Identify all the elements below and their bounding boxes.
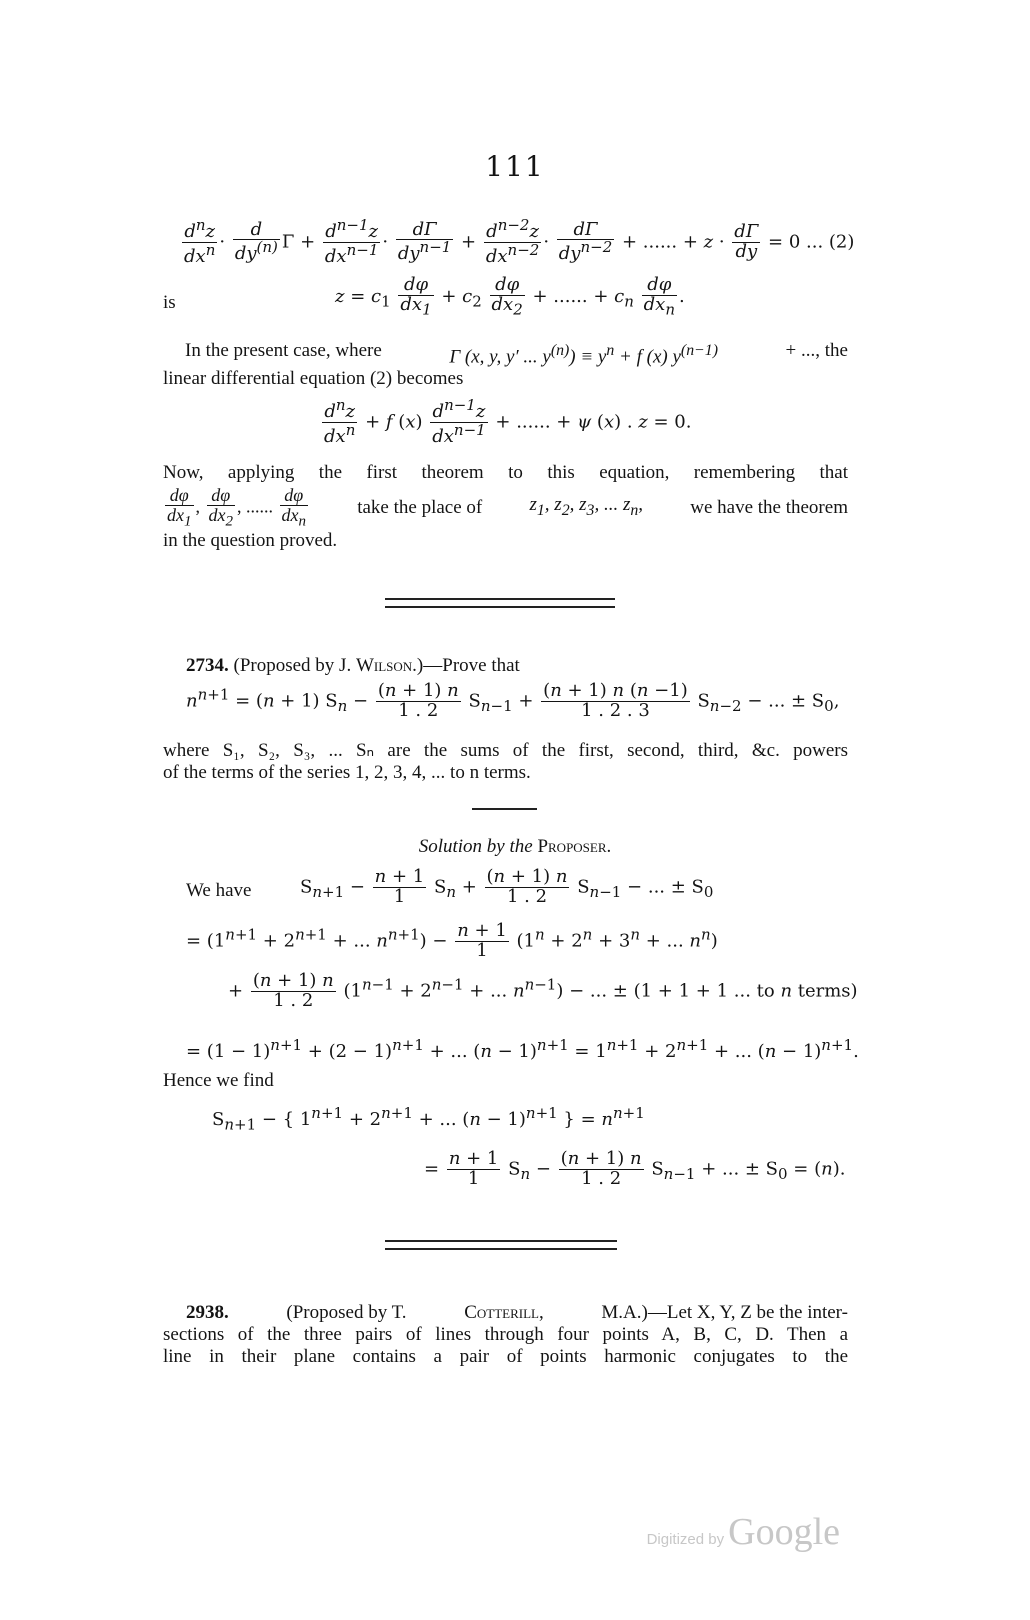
- equation-2: $\frac{d^nz}{dx^n}$ · $\frac{d}{dy^{(n)}}$ Γ + $\frac{d^{n-1}z}{dx^{n-1}}$ · $\frac{d\Gamma}{dy^{n-1}}$ + $\frac{d^{n-2}z}{dx^{n-2}}$ · $\frac{d\Gamma}{dy^{n-2}}$ + ...... + z · $\frac{d\Gamma}{dy}$ = 0 ... (2): [184, 216, 855, 267]
- gamma-definition: Γ (x, y, y′ ... $y^{(n)}) \equiv y^n + f$ (x) $y^{(n-1)}$: [449, 342, 718, 368]
- equation-z-sum: $z = c_1$ $\frac{d\varphi}{dx_1}$ + $c_2$ $\frac{d\varphi}{dx_2}$ + ...... + $c_n$ $\frac{d\varphi}{dx_n}$ .: [335, 274, 685, 319]
- q2938-line2: sections of the three pairs of lines through four points A, B, C, D. Then a: [163, 1324, 848, 1345]
- dphi-fractions: $\frac{d\varphi}{dx_1}$ , $\frac{d\varphi}{dx_2}$ , ...... $\frac{d\varphi}{dx_n}$: [167, 485, 306, 530]
- section-divider-double-1: [385, 598, 615, 608]
- equation-solution-line3: + $\frac{(n + 1) n}{1 . 2}$ ($1^{n-1} + 2^{n-1}$ + ... $n^{n-1}$) − ... ± (1 + 1 + 1 ... to n terms): [228, 970, 858, 1011]
- para1-text-b: + ..., the: [785, 340, 848, 361]
- where-text: [163, 740, 848, 784]
- q2938-proposer-prefix: (Proposed by T.: [286, 1302, 407, 1323]
- q2938-line3: line in their plane contains a pair of points harmonic conjugates to the: [163, 1346, 848, 1367]
- hence-label: Hence we find: [163, 1070, 274, 1091]
- question-2734-number: 2734.: [186, 655, 229, 676]
- paragraph-present-case: [163, 340, 848, 390]
- where-line1: where S₁, S₂, S₃, ... Sₙ are the sums of the first, second, third, &c. powers: [163, 740, 848, 761]
- equation-hence-line2: = $\frac{n + 1}{1}$ $S_n$ − $\frac{(n + 1) n}{1 . 2}$ $S_{n-1}$ + ... ± $S_0 = (n)$.: [424, 1148, 846, 1189]
- solution-heading-italic: Solution by the: [418, 836, 533, 857]
- page-number: 111: [485, 150, 545, 183]
- para1-line2: linear differential equation (2) becomes: [163, 368, 464, 390]
- is-label: is: [163, 292, 176, 313]
- paragraph-applying: [163, 462, 848, 552]
- we-have-label: We have: [186, 880, 252, 901]
- equation-solution-line4: = $(1 - 1)^{n+1} + (2 - 1)^{n+1}$ + ... $(n - 1)^{n+1} = 1^{n+1} + 2^{n+1}$ + ... $(n - 1)^{n+1}$.: [186, 1036, 859, 1062]
- equation-linear-de: $\frac{d^nz}{dx^n}$ + f (x) $\frac{d^{n-1}z}{dx^{n-1}}$ + ...... + ψ (x) . z = 0.: [324, 396, 692, 447]
- equation-2734-identity: $n^{n+1} = (n + 1) S_n$ − $\frac{(n + 1) n}{1 . 2}$ $S_{n-1}$ + $\frac{(n + 1) n (n -1)}{1 . 2 . 3}$ $S_{n-2}$ − ... ± $S_0$,: [186, 680, 840, 721]
- q2734-proposer-suffix: )—Prove that: [416, 655, 520, 676]
- digitized-watermark: [647, 1510, 840, 1554]
- question-2938: [163, 1302, 848, 1368]
- section-divider-short: [472, 808, 537, 810]
- section-divider-double-2: [385, 1240, 617, 1250]
- para2-line1: Now, applying the first theorem to this equation, remembering that: [163, 462, 848, 483]
- equation-solution-line2: = ($1^{n+1} + 2^{n+1}$ + ... $n^{n+1}$) − $\frac{n + 1}{1}$ ($1^n + 2^n + 3^n$ + ... $n^n$): [186, 920, 718, 961]
- para2-take-place: take the place of: [357, 497, 483, 519]
- watermark-prefix: Digitized by: [646, 1531, 725, 1548]
- q2938-proposer-suffix: M.A.)—Let X, Y, Z be the inter-: [601, 1302, 848, 1323]
- question-2938-number: 2938.: [186, 1302, 229, 1323]
- z-list: $z_1$, $z_2$, $z_3$, ... $z_n$,: [529, 494, 644, 520]
- q2734-proposer-prefix: (Proposed by J.: [233, 655, 352, 676]
- para2-line3: in the question proved.: [163, 530, 338, 552]
- equation-hence-line1: $S_{n+1}$ − { $1^{n+1} + 2^{n+1}$ + ... $(n - 1)^{n+1}$ } = $n^{n+1}$: [212, 1104, 645, 1134]
- equation-2-number: 0 ... (2): [788, 231, 855, 253]
- q2734-proposer-name: Wilson.: [355, 655, 417, 676]
- equation-solution-line1: $S_{n+1}$ − $\frac{n + 1}{1}$ $S_n$ + $\frac{(n + 1) n}{1 . 2}$ $S_{n-1}$ − ... ± $S_0$: [300, 866, 714, 907]
- solution-heading-name: Proposer.: [537, 836, 612, 857]
- solution-heading: [0, 836, 1030, 858]
- watermark-brand: Google: [728, 1511, 840, 1553]
- para2-theorem: we have the theorem: [690, 497, 848, 519]
- para1-text-a: In the present case, where: [185, 340, 382, 361]
- q2938-proposer-name: Cotterill,: [464, 1302, 544, 1323]
- where-line2: of the terms of the series 1, 2, 3, 4, ... to n terms.: [163, 762, 531, 783]
- question-2734-header: [186, 655, 520, 677]
